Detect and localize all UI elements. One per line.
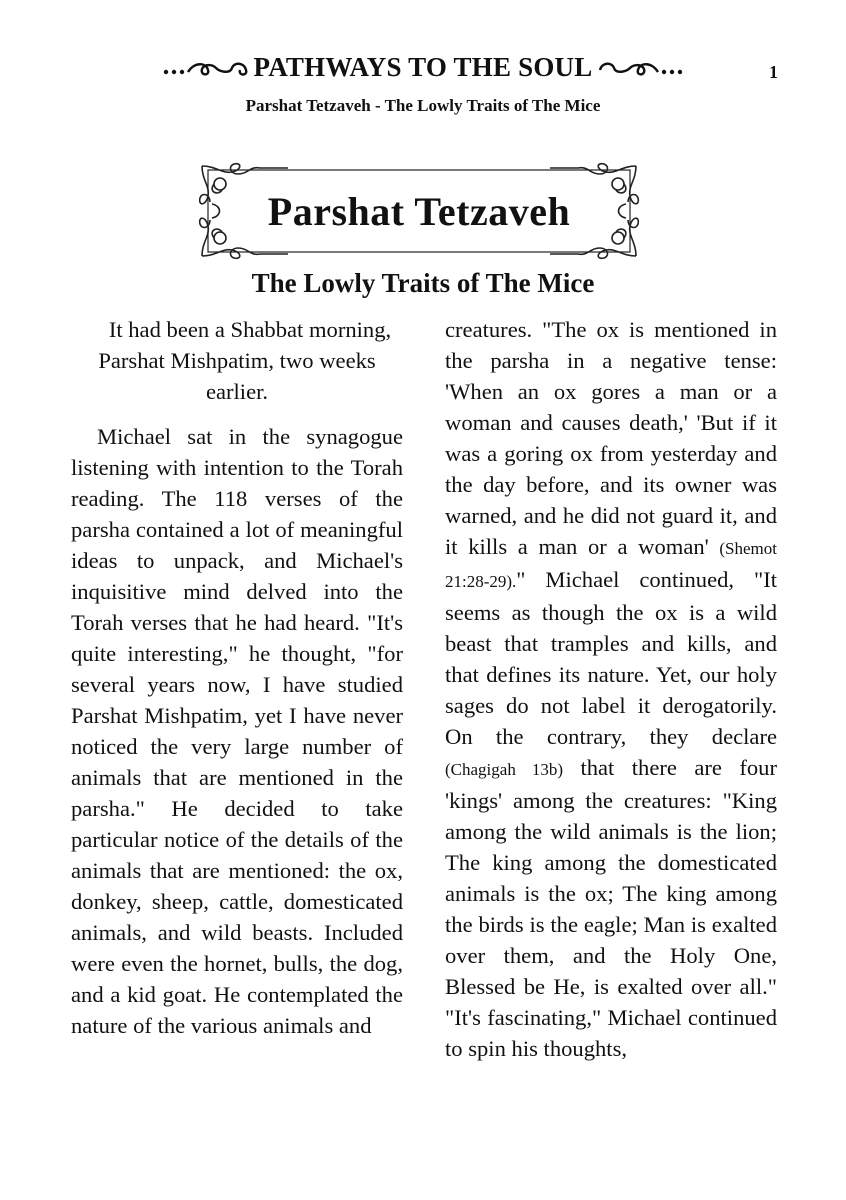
text-segment: " Michael continued, "It seems as though the ox is a wild beast that tramples and kills, and that defines its nature. Yet, our holy sages do not label it derogatorily. On the contrary, they declare	[445, 567, 777, 749]
parsha-title: Parshat Tetzaveh	[267, 188, 571, 234]
right-flourish-ornament	[596, 58, 686, 78]
citation-shemot: (Shemot 21:28-29).	[445, 539, 777, 591]
text-segment: that there are four 'kings' among the creatures: "King among the wild animals is the lion; The king among the domesticated animals is the ox; The king among the birds is the eagle; Man is exalted over them, and the Holy One, Blessed be He, is exalted over all." "It's fascinating," Michael continued to spin his thoughts,	[445, 755, 777, 1061]
left-flourish-ornament	[160, 58, 250, 78]
left-column	[71, 314, 403, 1041]
series-title-line	[0, 52, 846, 83]
series-title: PATHWAYS TO THE SOUL	[253, 52, 593, 82]
intro-paragraph: It had been a Shabbat morning, Parshat Mishpatim, two weeks earlier.	[98, 317, 392, 404]
right-column	[445, 314, 777, 1064]
article-title: The Lowly Traits of The Mice	[251, 268, 595, 298]
page-number: 1	[769, 62, 778, 82]
body-paragraph-right	[445, 314, 777, 1064]
title-frame	[198, 162, 640, 260]
citation-chagigah: (Chagigah 13b)	[445, 760, 564, 779]
running-header	[0, 52, 846, 83]
text-segment: creatures. "The ox is mentioned in the parsha in a negative tense: 'When an ox gores a man or a woman and causes death,' 'But if it was a goring ox from yesterday and the day before, and its owner was warned, and he did not guard it, and it kills a man or a woman'	[445, 317, 777, 559]
body-paragraph-left: Michael sat in the synagogue listening with intention to the Torah reading. The 118 verses of the parsha contained a lot of meaningful ideas to unpack, and Michael's inquisitive mind delved into the Torah verses that he had heard. "It's quite interesting," he thought, "for several years now, I have studied Parshat Mishpatim, yet I have never noticed the very large number of animals that are mentioned in the parsha." He decided to take particular notice of the details of the animals that are mentioned: the ox, donkey, sheep, cattle, domesticated animals, and wild beasts. Included were even the hornet, bulls, the dog, and a kid goat. He contemplated the nature of the various animals and	[71, 424, 403, 1038]
page-subtitle: Parshat Tetzaveh - The Lowly Traits of The Mice	[245, 96, 601, 115]
